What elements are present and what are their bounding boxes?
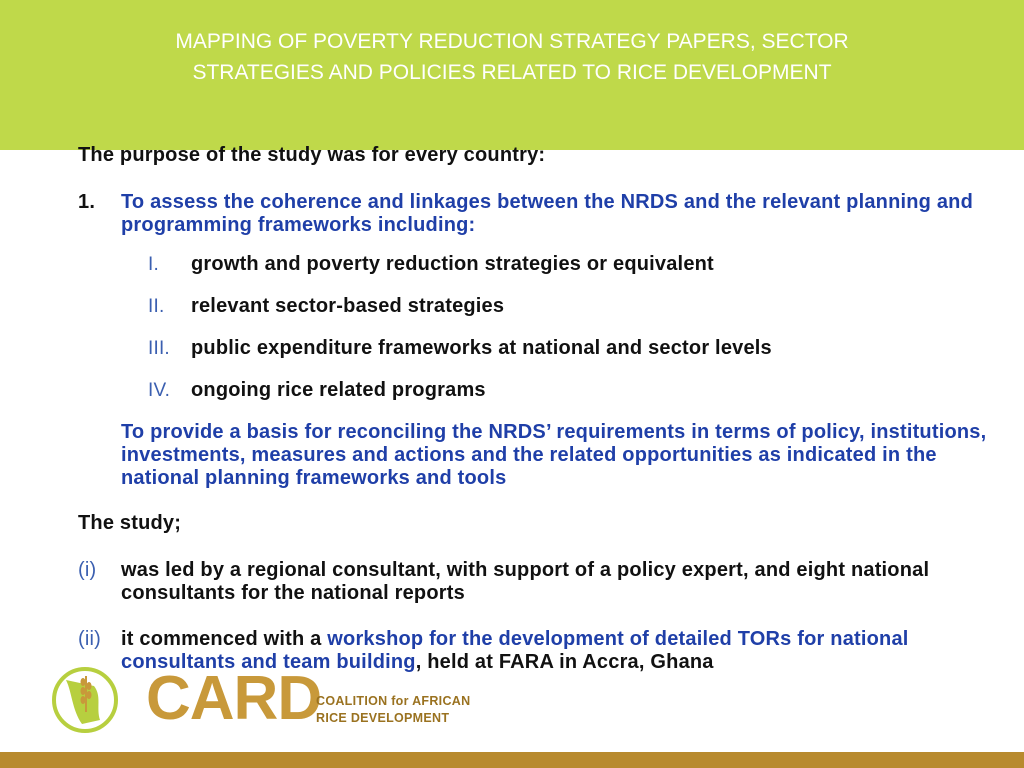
slide-title-line-2: STRATEGIES AND POLICIES RELATED TO RICE DEVELOPMENT xyxy=(192,61,832,84)
slide-title xyxy=(40,26,984,88)
study-item-i xyxy=(78,559,998,605)
coalition-line-1: COALITION for AFRICAN xyxy=(316,694,471,708)
study-item-number: (i) xyxy=(78,559,97,581)
study-item-text-part-1: it commenced with a xyxy=(121,628,328,650)
sub-item-text: growth and poverty reduction strategies or equivalent xyxy=(191,253,714,275)
card-emblem-icon xyxy=(42,662,128,734)
sub-item-number: II. xyxy=(148,296,165,317)
sub-item-number: IV. xyxy=(148,380,171,401)
study-item-text-highlight: workshop for the development of detailed TORs for national consultants and team building xyxy=(121,628,909,673)
footer-bar xyxy=(0,752,1024,768)
sub-item-text: ongoing rice related programs xyxy=(191,379,486,401)
numbered-item-1 xyxy=(78,191,998,237)
sub-item-3 xyxy=(78,337,998,360)
study-item-number: (ii) xyxy=(78,628,102,650)
slide-content xyxy=(78,144,998,674)
intro-text: The purpose of the study was for every country: xyxy=(78,144,546,166)
item-number: 1. xyxy=(78,191,96,213)
coalition-line-2: RICE DEVELOPMENT xyxy=(316,711,450,725)
card-logo-text: CARD xyxy=(146,664,322,733)
slide-title-line-1: MAPPING OF POVERTY REDUCTION STRATEGY PAPERS, SECTOR xyxy=(175,30,849,53)
header-banner xyxy=(0,0,1024,150)
sub-item-2 xyxy=(78,295,998,318)
sub-item-text: public expenditure frameworks at national and sector levels xyxy=(191,337,772,359)
study-heading: The study; xyxy=(78,512,182,534)
item-text: To assess the coherence and linkages between the NRDS and the relevant planning and programming frameworks including: xyxy=(121,191,974,236)
sub-item-number: I. xyxy=(148,254,159,275)
sub-item-text: relevant sector-based strategies xyxy=(191,295,505,317)
sub-item-1 xyxy=(78,253,998,276)
study-item-text: was led by a regional consultant, with support of a policy expert, and eight national consultants for the national reports xyxy=(121,559,930,604)
sub-item-number: III. xyxy=(148,338,170,359)
study-item-text-part-2: , held at FARA in Accra, Ghana xyxy=(415,651,714,673)
provide-paragraph: To provide a basis for reconciling the NRDS’ requirements in terms of policy, institutions, investments, measures and actions and the related opportunities as indicated in the national planning frameworks and tools xyxy=(121,421,987,489)
coalition-tagline xyxy=(316,693,470,727)
sub-item-4 xyxy=(78,379,998,402)
